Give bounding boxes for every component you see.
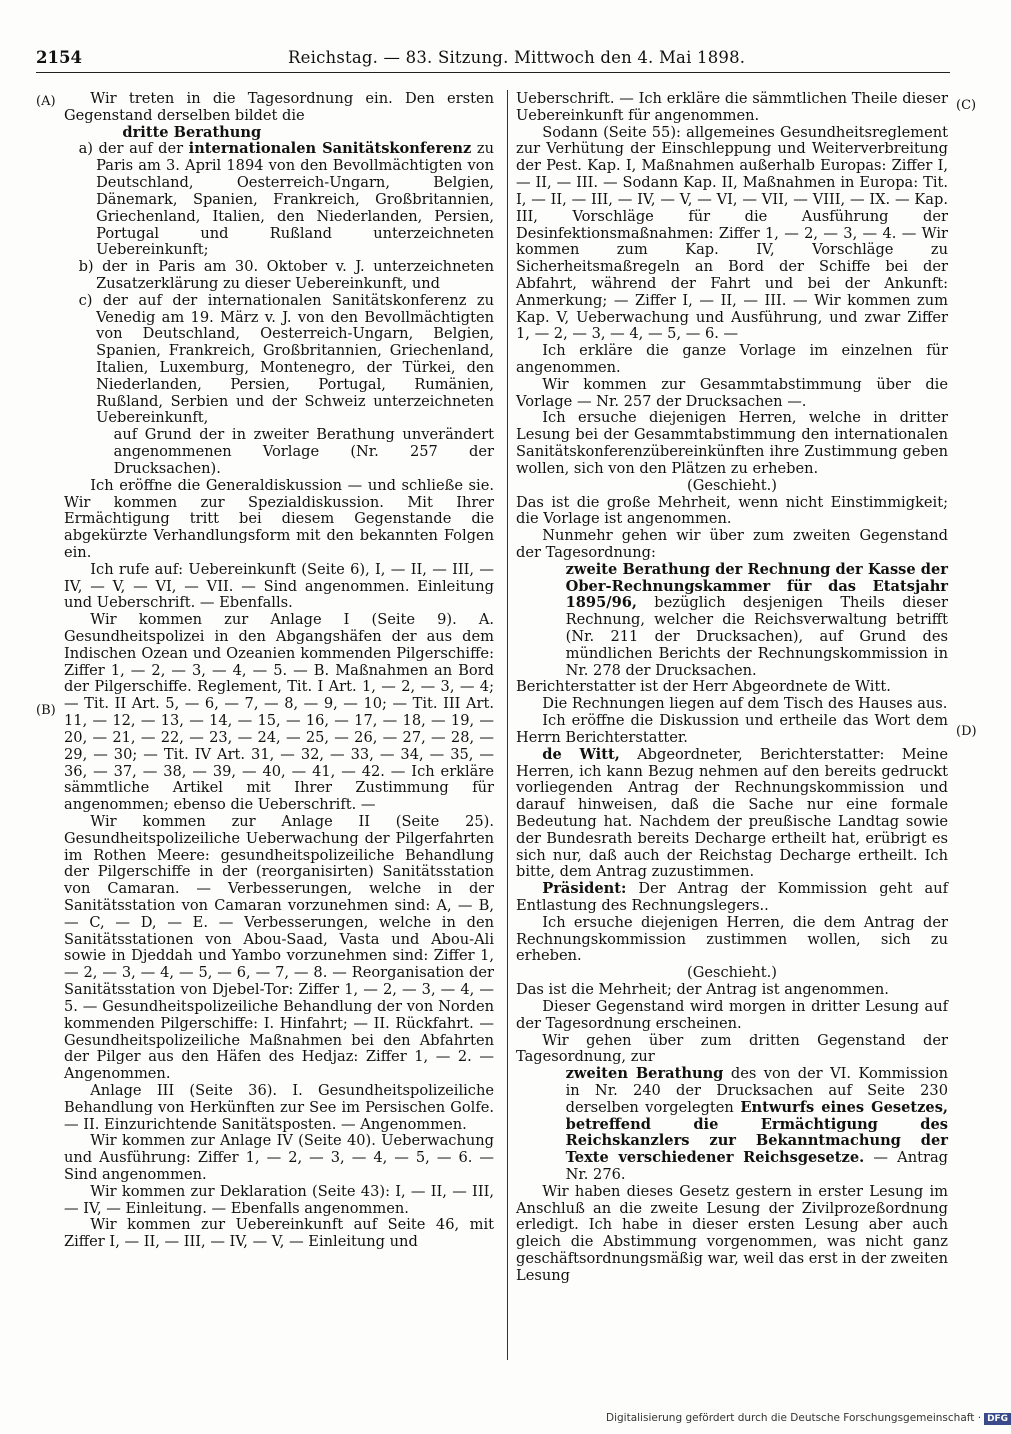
paragraph: Ueberschrift. — Ich erkläre die sämmtlichen Theile dieser Uebereinkunft für angenommen. [516,90,948,124]
margin-mark-a: (A) [36,94,56,109]
agenda-item-c: c) der auf der internationalen Sanitätskonferenz zu Venedig am 19. März v. J. von den Bevollmächtigten von Deutschland, Oesterreich-Ungarn, Belgien, Spanien, Frankreich, Großbritannien, Griechenland, Italien, Luxemburg, Montenegro, der Türkei, den Niederlanden, Persien, Portugal, Rumänien, Rußland, Serbien und der Schweiz unterzeichneten Uebereinkunft, [78,291,494,427]
column-divider [507,90,508,1360]
running-title: Reichstag. — 83. Sitzung. Mittwoch den 4. Mai 1898. [288,48,746,67]
paragraph: Ich ersuche diejenigen Herren, die dem Antrag der Rechnungskommission zustimmen wollen, sich zu erheben. [516,913,948,965]
paragraph: Nunmehr gehen wir über zum zweiten Gegenstand der Tagesordnung: [516,527,948,561]
margin-mark-c: (C) [956,98,977,113]
paragraph: Sodann (Seite 55): allgemeines Gesundheitsreglement zur Verhütung der Einschleppung und Weiterverbreitung der Pest. Kap. I, Maßnahmen außerhalb Europas: Ziffer I, — II, — III. — Sodann Kap. II, Maßnahmen in Europa: Tit. I, — II, — III, — IV, — V, — VI, — VII, — VIII, — IX. — Kap. III, Vorschläge für die Ausführung der Desinfektionsmaßnahmen: Ziffer 1, — 2, — 3, — 4. — Wir kommen zum Kap. IV, Vorschläge zu Sicherheitsmaßregeln an Bord der Schiffe bei der Abfahrt, während der Fahrt und bei der Ankunft: Anmerkung; — Ziffer I, — II, — III. — Wir kommen zum Kap. V, Ueberwachung und Ausführung, und zwar Ziffer 1, — 2, — 3, — 4, — 5, — 6. — [516,123,948,343]
paragraph: Ich eröffne die Diskussion und ertheile das Wort dem Herrn Berichterstatter. [516,712,948,746]
agenda-item-3: zweiten Berathung des von der VI. Kommission in Nr. 240 der Drucksachen auf Seite 230 derselben vorgelegten Entwurfs eines Gesetzes, betreffend die Ermächtigung des Reichskanzlers zur Bekanntmachung der Texte verschiedener Reichsgesetze. — Antrag Nr. 276. [565,1065,949,1183]
paragraph: Wir kommen zur Anlage I (Seite 9). A. Gesundheitspolizei in den Abgangshäfen der aus dem Indischen Ozean und Ozeanien kommenden Pilgerschiffe: Ziffer 1, — 2, — 3, — 4, — 5. — B. Maßnahmen an Bord der Pilgerschiffe. Reglement, Tit. I Art. 1, — 2, — 3, — 4; — Tit. II Art. 5, — 6, — 7, — 8, — 9, — 10; — Tit. III Art. 11, — 12, — 13, — 14, — 15, — 16, — 17, — 18, — 19, — 20, — 21, — 22, — 23, — 24, — 25, — 26, — 27, — 28, — 29, — 30; — Tit. IV Art. 31, — 32, — 33, — 34, — 35, — 36, — 37, — 38, — 39, — 40, — 41, — 42. — Ich erkläre sämmtliche Artikel mit Ihrer Zustimmung für angenommen; ebenso die Ueberschrift. — [64,611,494,814]
paragraph: Die Rechnungen liegen auf dem Tisch des Hauses aus. [542,695,948,713]
paragraph: Dieser Gegenstand wird morgen in dritter Lesung auf der Tagesordnung erscheinen. [516,997,948,1032]
page-header [36,44,950,72]
stage-direction: (Geschieht.) [687,476,777,494]
paragraph: Wir kommen zur Deklaration (Seite 43): I, — II, — III, — IV, — Einleitung. — Ebenfalls angenommen. [64,1182,494,1217]
digitization-footer [606,1412,1011,1425]
paragraph: Wir kommen zur Anlage IV (Seite 40). Ueberwachung und Ausführung: Ziffer 1, — 2, — 3, — 4, — 5, — 6. — Sind angenommen. [64,1132,494,1183]
left-column [64,91,494,1251]
paragraph: Anlage III (Seite 36). I. Gesundheitspolizeiliche Behandlung von Herkünften zur See im Persischen Golfe. — II. Einzurichtende Sanitätsposten. — Angenommen. [64,1081,494,1133]
paragraph: Wir gehen über zum dritten Gegenstand der Tagesordnung, zur [516,1031,948,1066]
speech-de-witt: de Witt, Abgeordneter, Berichterstatter: Meine Herren, ich kann Bezug nehmen auf den bereits gedruckt vorliegenden Antrag der Rechnungskommission und darauf hinweisen, daß die Sache nur eine formale Bedeutung hat. Nachdem der preußische Landtag sowie der Bundesrath bereits Decharge ertheilt hat, erübrigt es sich nur, daß auch der Reichstag Decharge ertheilt. Ich bitte, dem Antrag zuzustimmen. [516,745,948,881]
paragraph: auf Grund der in zweiter Berathung unverändert angenommenen Vorlage (Nr. 257 der Drucksachen). [113,426,494,477]
paragraph: Ich ersuche diejenigen Herren, welche in dritter Lesung bei der Gesammtabstimmung den internationalen Sanitätskonferenzübereinkünften ihre Zustimmung geben wollen, sich von den Plätzen zu erheben. [516,409,948,477]
paragraph: Ich rufe auf: Uebereinkunft (Seite 6), I, — II, — III, — IV, — V, — VI, — VII. — Sind angenommen. Einleitung und Ueberschrift. — Ebenfalls. [64,560,494,612]
header-rule [36,72,950,73]
footer-text: Digitalisierung gefördert durch die Deutsche Forschungsgemeinschaft · [606,1412,982,1424]
agenda-item-b: b) der in Paris am 30. Oktober v. J. unterzeichneten Zusatzerklärung zu dieser Uebereinkunft, und [78,258,494,292]
page-number: 2154 [36,48,82,67]
stage-direction: (Geschieht.) [687,964,777,982]
paragraph: Wir treten in die Tagesordnung ein. Den ersten Gegenstand derselben bildet die [64,90,494,124]
agenda-item-2: zweite Berathung der Rechnung der Kasse der Ober-Rechnungskammer für das Etatsjahr 1895/96, bezüglich desjenigen Theils dieser Rechnung, welcher die Reichsverwaltung betrifft (Nr. 211 der Drucksachen), auf Grund des mündlichen Berichts der Rechnungskommission in Nr. 278 der Drucksachen. [565,560,948,679]
margin-mark-b: (B) [36,703,56,718]
dfg-logo: DFG [984,1413,1011,1425]
agenda-heading: dritte Berathung [122,123,262,141]
paragraph: Ich erkläre die ganze Vorlage im einzelnen für angenommen. [516,342,948,376]
margin-mark-d: (D) [956,724,977,739]
paragraph: Wir haben dieses Gesetz gestern in erster Lesung im Anschluß an die zweite Lesung der Zivilprozeßordnung erledigt. Ich habe in dieser ersten Lesung aber auch gleich die Abstimmung vorgenommen, was nicht ganz geschäftsordnungsmäßig war, weil das erst in der zweiten Lesung [516,1182,948,1284]
paragraph: Berichterstatter ist der Herr Abgeordnete de Witt. [516,678,891,696]
paragraph: Wir kommen zur Gesammtabstimmung über die Vorlage — Nr. 257 der Drucksachen —. [516,375,948,410]
speech-praesident: Präsident: Der Antrag der Kommission geht auf Entlastung des Rechnungslegers.. [516,880,948,914]
paragraph: Wir kommen zur Uebereinkunft auf Seite 46, mit Ziffer I, — II, — III, — IV, — V, — Einleitung und [64,1216,494,1251]
paragraph: Ich eröffne die Generaldiskussion — und schließe sie. Wir kommen zur Spezialdiskussion. Mit Ihrer Ermächtigung tritt bei diesem Gegenstande die abgekürzte Verhandlungsform mit den bekannten Folgen ein. [64,476,494,561]
paragraph: Das ist die große Mehrheit, wenn nicht Einstimmigkeit; die Vorlage ist angenommen. [516,493,948,528]
right-column [516,91,948,1285]
paragraph: Wir kommen zur Anlage II (Seite 25). Gesundheitspolizeiliche Ueberwachung der Pilgerfahrten im Rothen Meere: gesundheitspolizeiliche Behandlung der Pilgerschiffe in der (reorganisirten) Sanitätsstation von Camaran. — Verbesserungen, welche in der Sanitätsstation von Camaran vorzunehmen sind: A, — B, — C, — D, — E. — Verbesserungen, welche in den Sanitätsstationen von Abou-Saad, Vasta und Abou-Ali sowie in Djeddah und Yambo vorzunehmen sind: Ziffer 1, — 2, — 3, — 4, — 5, — 6, — 7, — 8. — Reorganisation der Sanitätsstation von Djebel-Tor: Ziffer 1, — 2, — 3, — 4, — 5. — Gesundheitspolizeiliche Behandlung der von Norden kommenden Pilgerschiffe: I. Hinfahrt; — II. Rückfahrt. — Gesundheitspolizeiliche Maßnahmen bei den Abfahrten der Pilger aus den Häfen des Hedjaz: Ziffer 1, — 2. — Angenommen. [64,812,494,1083]
agenda-item-a: a) der auf der internationalen Sanitätskonferenz zu Paris am 3. April 1894 von den Bevollmächtigten von Deutschland, Oesterreich-Ungarn, Belgien, Dänemark, Spanien, Frankreich, Großbritannien, Griechenland, Italien, den Niederlanden, Persien, Portugal und Rußland unterzeichneten Uebereinkunft; [78,140,494,259]
paragraph: Das ist die Mehrheit; der Antrag ist angenommen. [516,981,889,999]
